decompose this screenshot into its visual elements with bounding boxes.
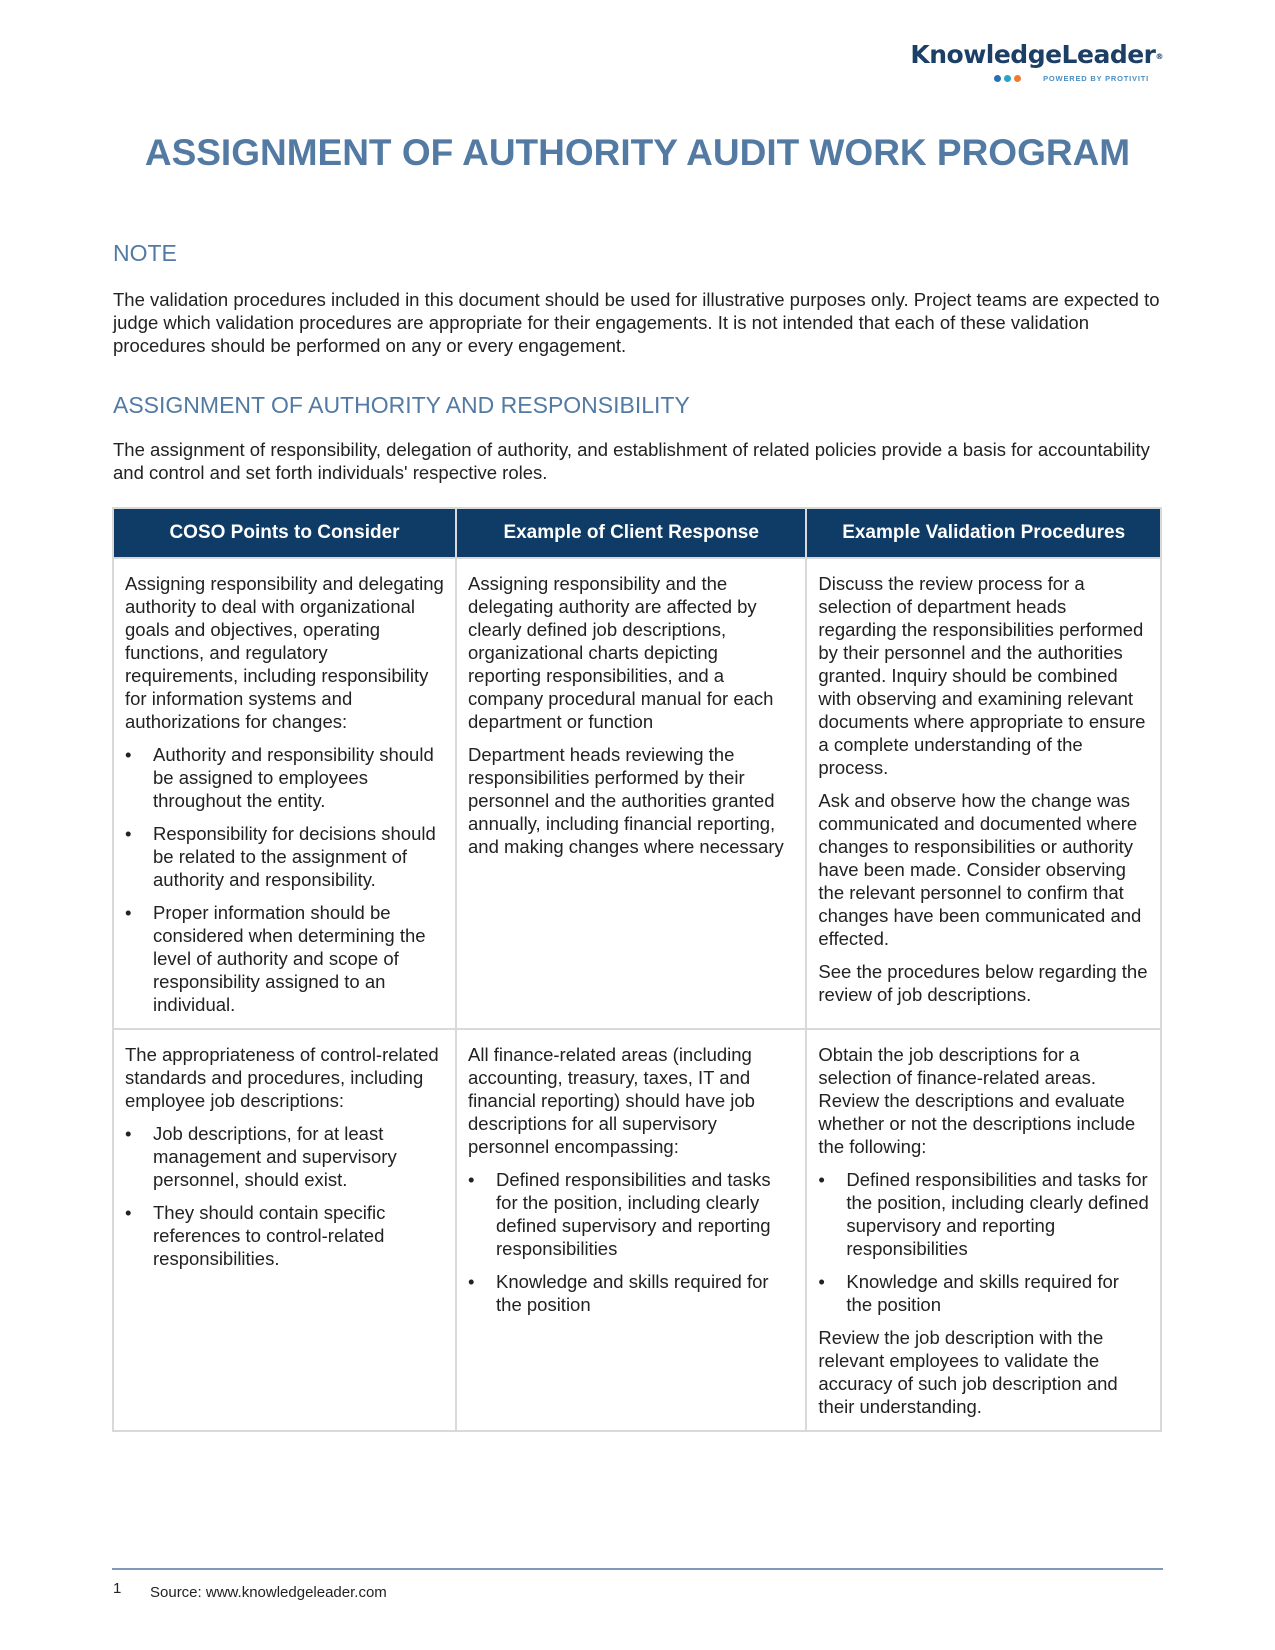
client-response-intro: All finance-related areas (including accounting, treasury, taxes, IT and financial reporting) should have job descriptions for all supervisory personnel encompassing: [468,1044,755,1157]
logo-tagline: POWERED BY PROTIVITI [1043,74,1149,83]
validation-intro: Obtain the job descriptions for a selection of finance-related areas. Review the descriptions and evaluate whether or not the descriptions include the following: [818,1044,1136,1157]
logo-registered-mark: ® [1155,52,1163,61]
page-number: 1 [113,1580,122,1597]
list-item: • Defined responsibilities and tasks for the position, including clearly defined supervisory and reporting responsibilities [496,1168,794,1260]
table-header-row [113,508,1161,558]
section-intro: The assignment of responsibility, delegation of authority, and establishment of related policies provide a basis for accountability and control and set forth individuals' respective roles. [113,439,1150,483]
coso-cell [113,558,456,1029]
footer-divider [112,1568,1163,1570]
validation-paragraph: Discuss the review process for a selection of department heads regarding the responsibilities performed by their personnel and the authorities granted. Inquiry should be combined with observing and examining relevant documents where appropriate to ensure a complete understanding of the process. [818,573,1146,778]
logo-dots-icon [994,75,1021,82]
client-response-paragraph: Department heads reviewing the responsibilities performed by their personnel and the authorities granted annually, including financial reporting, and making changes where necessary [468,744,784,857]
logo-wordmark: KnowledgeLeader [910,40,1156,69]
knowledgeleader-logo [910,40,1163,83]
audit-program-table [112,507,1162,1432]
note-text: The validation procedures included in this document should be used for illustrative purposes only. Project teams are expected to judge which validation procedures are appropriate for their engagements. It is not intended that each of these validation procedures should be performed on any or every engagement. [113,289,1160,356]
logo-dot-teal [1004,75,1011,82]
note-heading: NOTE [113,240,177,266]
list-item: • Proper information should be considered when determining the level of authority and scope of responsibility assigned to an individual. [153,901,444,1016]
validation-bullet-list [818,1168,1149,1316]
validation-paragraph: Ask and observe how the change was communicated and documented where changes to responsibilities or authority have been made. Consider observing the relevant personnel to confirm that changes have been communicated and effected. [818,790,1142,949]
list-item: • They should contain specific references to control-related responsibilities. [153,1201,444,1270]
client-response-cell [456,558,806,1029]
document-title: ASSIGNMENT OF AUTHORITY AUDIT WORK PROGRAM [144,132,1131,173]
header-client-response: Example of Client Response [456,508,806,558]
list-item: • Knowledge and skills required for the position [496,1270,794,1316]
list-item: • Job descriptions, for at least management and supervisory personnel, should exist. [153,1122,444,1191]
list-item: • Authority and responsibility should be assigned to employees throughout the entity. [153,743,444,812]
logo-dot-blue [994,75,1001,82]
header-validation-procedures: Example Validation Procedures [806,508,1161,558]
client-response-cell [456,1029,806,1431]
list-item: • Responsibility for decisions should be related to the assignment of authority and responsibility. [153,822,444,891]
logo-dot-orange [1014,75,1021,82]
validation-paragraph: See the procedures below regarding the review of job descriptions. [818,961,1148,1005]
client-response-paragraph: Assigning responsibility and the delegating authority are affected by clearly defined job descriptions, organizational charts depicting reporting responsibilities, and a company procedural manual for each department or function [468,573,774,732]
table-row [113,558,1161,1029]
coso-bullet-list [125,743,444,1016]
list-item: • Defined responsibilities and tasks for the position, including clearly defined supervisory and reporting responsibilities [846,1168,1149,1260]
validation-cell [806,558,1161,1029]
header-coso-points: COSO Points to Consider [113,508,456,558]
table-row [113,1029,1161,1431]
coso-bullet-list [125,1122,444,1270]
validation-outro: Review the job description with the relevant employees to validate the accuracy of such job description and their understanding. [818,1327,1118,1417]
source-line: Source: www.knowledgeleader.com [150,1584,387,1601]
validation-cell [806,1029,1161,1431]
coso-intro: Assigning responsibility and delegating authority to deal with organizational goals and objectives, operating functions, and regulatory requirements, including responsibility for information systems and authorizations for changes: [125,573,444,732]
list-item: • Knowledge and skills required for the position [846,1270,1149,1316]
coso-intro: The appropriateness of control-related standards and procedures, including employee job descriptions: [125,1044,439,1111]
section-heading: ASSIGNMENT OF AUTHORITY AND RESPONSIBILITY [113,392,690,418]
client-response-bullet-list [468,1168,794,1316]
coso-cell [113,1029,456,1431]
